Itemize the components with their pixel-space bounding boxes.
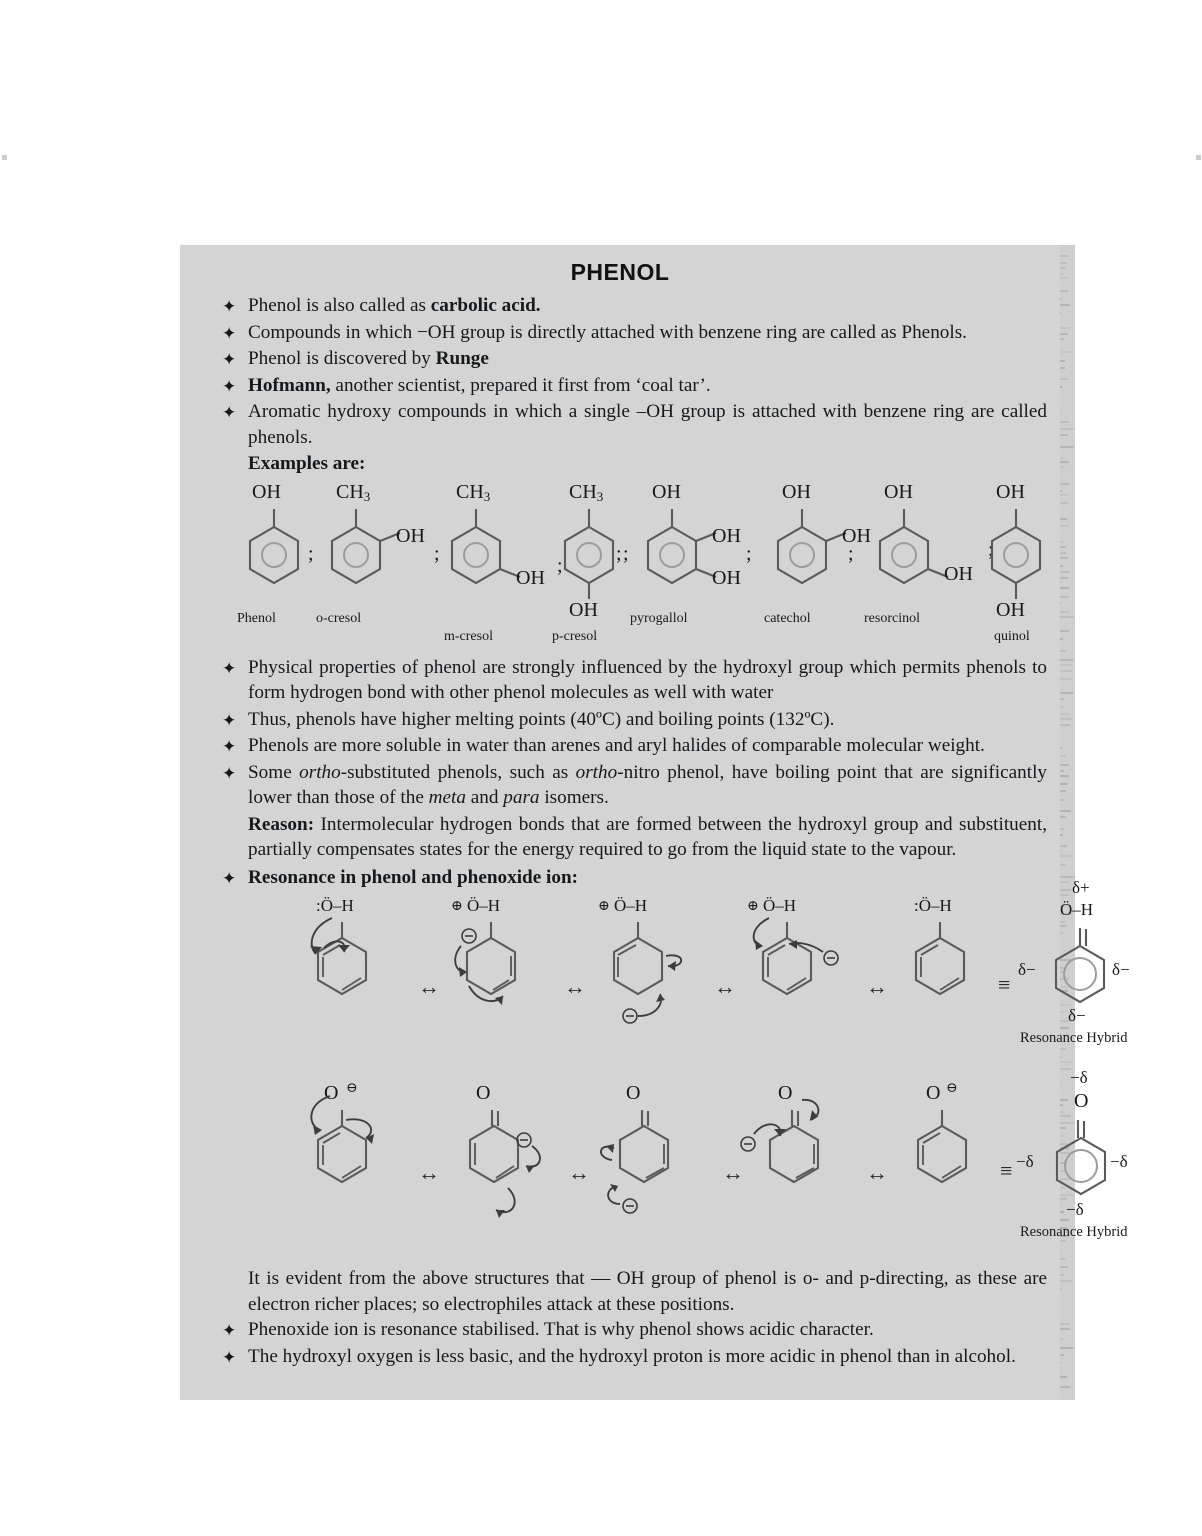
bullet-marker-icon: ✦ [222, 1347, 237, 1367]
bullet-marker-icon: ✦ [222, 323, 237, 343]
equivalence-symbol: ≡ [998, 972, 1011, 997]
bullet-text: Phenols are more soluble in water than arenes and aryl halides of comparable molecular weight. [248, 735, 985, 756]
bullet-text: Phenol is also called as carbolic acid. [248, 295, 541, 316]
separator-semicolon: ; [557, 554, 563, 577]
examples-structures [202, 480, 1047, 644]
bullet-marker-icon: ✦ [222, 297, 237, 316]
resonance-heading-text: Resonance in phenol and phenoxide ion: [248, 866, 579, 888]
label-o-h: Ö–H [614, 896, 648, 915]
bullet-hydroxyl-acidity [202, 1344, 1047, 1370]
o-plus-charge: ⊕ [598, 899, 610, 914]
bullet-resonance-heading [202, 865, 1047, 891]
label-oh-right-top: OH [712, 524, 741, 547]
bullet-text: Phenoxide ion is resonance stabilised. That is why phenol shows acidic character. [248, 1319, 874, 1340]
delta-minus-bottom: δ− [1068, 1006, 1086, 1025]
bullet-hofmann-coal-tar [202, 373, 1047, 399]
resonance-arrow: ↔ [722, 1160, 744, 1185]
label-oh-top: OH [782, 480, 811, 503]
bullet-text: Compounds in which −OH group is directly attached with benzene ring are called as Phenols. [248, 321, 967, 343]
label-ch3: $CH_3$ [569, 480, 604, 504]
resonance-phenoxide-row [202, 1068, 1128, 1260]
separator-semicolon: ; [746, 542, 752, 565]
label-oh-top: OH [652, 480, 681, 503]
bullet-marker-icon: ✦ [222, 350, 237, 369]
reason-block [202, 812, 1047, 863]
o-minus-charge: ⊖ [946, 1081, 958, 1096]
separator-semicolon: ; [848, 542, 854, 565]
property-bullet-list [202, 655, 1047, 891]
label-o: O [1074, 1090, 1089, 1112]
label-o-h: :Ö–H [914, 896, 952, 915]
delta-minus-left: −δ [1016, 1152, 1034, 1171]
examples-heading [202, 451, 1047, 477]
label-o: O [778, 1082, 793, 1104]
o-plus-charge: ⊕ [451, 899, 463, 914]
label-oh-bottom: OH [996, 598, 1025, 621]
resonance-arrow: ↔ [418, 1160, 440, 1185]
label-oh: OH [516, 566, 545, 589]
bullet-physical-properties [202, 655, 1047, 706]
content-sheet [180, 245, 1130, 1400]
label-o-h: Ö–H [763, 896, 797, 915]
separator-semicolon: ; [434, 542, 440, 565]
structure-name: quinol [994, 628, 1030, 644]
bullet-text: Physical properties of phenol are strongly influenced by the hydroxyl group which permits phenols to form hydrogen bond with other phenol molecules as well with water [248, 656, 1047, 703]
label-oh: OH [569, 598, 598, 621]
structure-name: Phenol [237, 610, 276, 626]
bullet-marker-icon: ✦ [222, 710, 237, 730]
bullet-text: The hydroxyl oxygen is less basic, and the hydroxyl proton is more acidic in phenol than in alcohol. [248, 1345, 1016, 1367]
separator-semicolon: ; [623, 542, 629, 565]
bullet-marker-icon: ✦ [222, 403, 237, 422]
bullet-marker-icon: ✦ [222, 763, 237, 783]
label-oh-right: OH [944, 562, 973, 585]
label-o: O [926, 1082, 941, 1104]
bullet-text: Phenol is discovered by Runge [248, 348, 489, 369]
bullet-ortho-substituted-bp [202, 760, 1047, 811]
resonance-arrow: ↔ [866, 1160, 888, 1185]
delta-minus-right: δ− [1112, 960, 1130, 979]
bullet-aromatic-hydroxy [202, 399, 1047, 450]
closing-paragraph: It is evident from the above structures that — OH group of phenol is o- and p-directing, as these are electron richer places; so electrophiles attack at these positions. [248, 1268, 1047, 1315]
label-o-h: Ö–H [467, 896, 501, 915]
delta-minus-left: δ− [1018, 960, 1036, 979]
closing-list [202, 1266, 1047, 1369]
bullet-marker-icon: ✦ [222, 658, 237, 678]
resonance-arrow: ↔ [568, 1160, 590, 1185]
structure-name: m-cresol [444, 628, 493, 644]
label-oh-right-bottom: OH [712, 566, 741, 589]
bullet-text: Thus, phenols have higher melting points (40ºC) and boiling points (132ºC). [248, 708, 835, 730]
bullet-solubility [202, 733, 1047, 759]
bullet-discovered-by-runge [202, 346, 1047, 372]
structure-name: catechol [764, 610, 811, 626]
equivalence-symbol: ≡ [1000, 1158, 1013, 1183]
bullet-text: Aromatic hydroxy compounds in which a single –OH group is attached with benzene ring are called phenols. [248, 401, 1047, 448]
reason-label: Reason: [248, 813, 315, 835]
label-oh-top: OH [996, 480, 1025, 503]
separator-semicolon: ; [308, 542, 314, 565]
structure-name: pyrogallol [630, 610, 688, 626]
bullet-carbolic-acid [202, 293, 1047, 319]
label-o-h: :Ö–H [316, 896, 354, 915]
label-ch3: $CH_3$ [456, 480, 491, 504]
body-content [202, 293, 1130, 1370]
delta-minus-top: −δ [1070, 1068, 1088, 1087]
intro-bullet-list [202, 293, 1047, 477]
label-o: O [626, 1082, 641, 1104]
label-ch3: $CH_3$ [336, 480, 371, 504]
structure-name: resorcinol [864, 610, 920, 626]
structure-name: o-cresol [316, 610, 362, 626]
page-title: PHENOL [570, 259, 670, 285]
bullet-marker-icon: ✦ [222, 737, 237, 756]
bullet-marker-icon: ✦ [222, 1321, 237, 1340]
delta-plus-top: δ+ [1072, 878, 1090, 897]
label-oh: OH [396, 524, 425, 547]
label-o: O [476, 1082, 491, 1104]
bullet-melting-boiling-points [202, 707, 1047, 733]
resonance-arrow: ↔ [866, 974, 888, 999]
o-plus-charge: ⊕ [747, 899, 759, 914]
label-o-h: Ö–H [1060, 900, 1094, 919]
bullet-definition-oh-benzene [202, 320, 1047, 346]
delta-minus-bottom: −δ [1066, 1200, 1084, 1219]
label-oh: OH [252, 480, 281, 503]
resonance-arrow: ↔ [714, 974, 736, 999]
separator-semicolon: ; [616, 542, 622, 565]
resonance-arrow: ↔ [418, 974, 440, 999]
label-oh-right: OH [842, 524, 871, 547]
bullet-text: Hofmann, another scientist, prepared it first from ‘coal tar’. [248, 374, 711, 396]
separator-semicolon-2: ; [988, 538, 994, 561]
resonance-phenol-row [202, 878, 1130, 1066]
o-minus-charge: ⊖ [346, 1081, 358, 1096]
bullet-text: Some ortho-substituted phenols, such as ortho-nitro phenol, have boiling point that are significantly lower than those of the meta and para isomers. [248, 761, 1047, 808]
resonance-hybrid-label: Resonance Hybrid [1020, 1224, 1128, 1240]
bullet-phenoxide-stabilised [202, 1317, 1047, 1343]
delta-minus-right: −δ [1110, 1152, 1128, 1171]
label-o: O [324, 1082, 339, 1104]
bullet-marker-icon: ✦ [222, 868, 237, 888]
resonance-arrow: ↔ [564, 974, 586, 999]
bullet-marker-icon: ✦ [222, 376, 237, 396]
scan-edge-mark-right [1196, 155, 1201, 160]
structure-name: p-cresol [552, 628, 598, 644]
scan-edge-mark-left [2, 155, 7, 160]
reason-text: Intermolecular hydrogen bonds that are formed between the hydroxyl group and substituent, partially compensates states for the energy required to go from the liquid state to the vapour. [248, 813, 1047, 860]
label-oh-top: OH [884, 480, 913, 503]
resonance-hybrid-label: Resonance Hybrid [1020, 1030, 1128, 1046]
examples-heading-text: Examples are: [248, 453, 366, 474]
